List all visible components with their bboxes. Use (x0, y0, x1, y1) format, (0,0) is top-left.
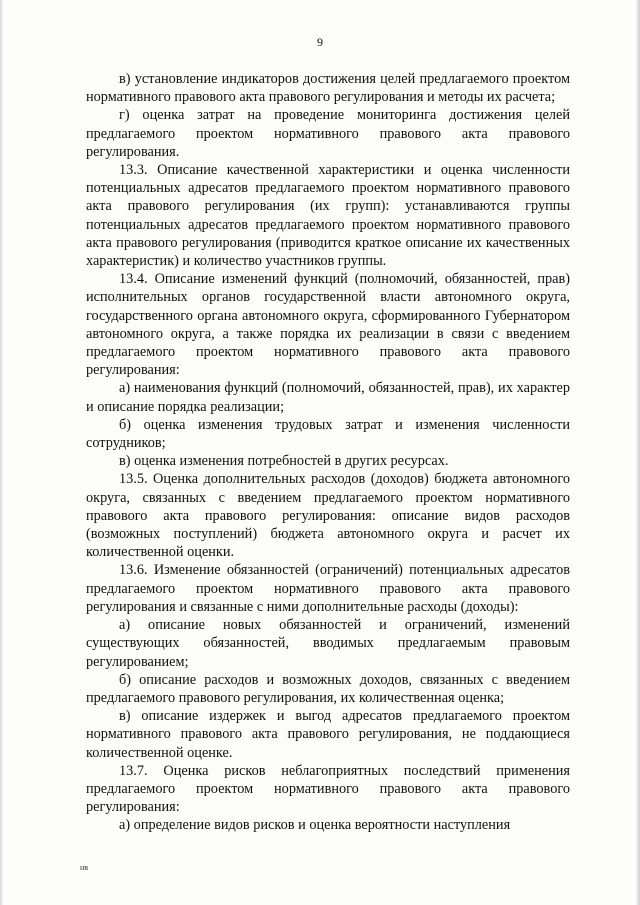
paragraph-13-4-a: а) наименования функций (полномочий, обязанностей, прав), их характер и описание порядка реализации; (86, 380, 570, 415)
paragraph-13-5: 13.5. Оценка дополнительных расходов (доходов) бюджета автономного округа, связанных с введением предлагаемого проектом нормативного правового акта правового регулирования: описание видов расходов (возможных поступлений) бюджета автономного округа и расчет их количественной оценки. (86, 471, 570, 561)
paragraph-13-4-c: в) оценка изменения потребностей в других ресурсах. (119, 453, 449, 470)
paragraph-13-3: 13.3. Описание качественной характеристики и оценка численности потенциальных адресатов предлагаемого проектом нормативного правового акта правового регулирования (их групп): устанавливаются группы потенциальных адресатов предлагаемого проектом нормативного правового акта правового регулирования (приводится краткое описание их качественных характеристик) и количество участников группы. (86, 162, 570, 270)
document-body (86, 70, 570, 835)
page-number: 9 (317, 35, 323, 49)
paragraph-monitoring-costs: г) оценка затрат на проведение мониторинга достижения целей предлагаемого проектом нормативного правового акта правового регулирования. (86, 107, 570, 160)
paragraph-13-6-a: а) описание новых обязанностей и ограничений, изменений существующих обязанностей, вводимых предлагаемым правовым регулированием; (86, 617, 570, 670)
paragraph-13-4: 13.4. Описание изменений функций (полномочий, обязанностей, прав) исполнительных органов государственной власти автономного округа, государственного органа автономного округа, сформированного Губернатором автономного округа, а также порядка их реализации в связи с введением предлагаемого проектом нормативного правового акта правового регулирования: (86, 271, 570, 379)
paragraph-13-4-b: б) оценка изменения трудовых затрат и изменения численности сотрудников; (86, 416, 570, 452)
paragraph-13-7-a: а) определение видов рисков и оценка вероятности наступления (119, 817, 511, 834)
paragraph-13-6-b: б) описание расходов и возможных доходов, связанных с введением предлагаемого правового регулирования, их количественная оценка; (86, 671, 570, 706)
paragraph-13-6-c: в) описание издержек и выгод адресатов предлагаемого проектом нормативного правового акта правового регулирования, не поддающиеся количественной оценке. (86, 708, 570, 761)
paragraph-13-6: 13.6. Изменение обязанностей (ограничений) потенциальных адресатов предлагаемого проектом нормативного правового акта правового регулирования и связанные с ними дополнительные расходы (доходы): (86, 562, 570, 615)
footer-initials: нв (80, 863, 89, 872)
paragraph-indicators: в) установление индикаторов достижения целей предлагаемого проектом нормативного правового акта правового регулирования и методы их расчета; (86, 71, 570, 106)
scan-right-edge (636, 0, 640, 905)
scan-left-edge (0, 0, 3, 905)
paragraph-13-7: 13.7. Оценка рисков неблагоприятных последствий применения предлагаемого проектом нормативного правового акта правового регулирования: (86, 762, 570, 816)
